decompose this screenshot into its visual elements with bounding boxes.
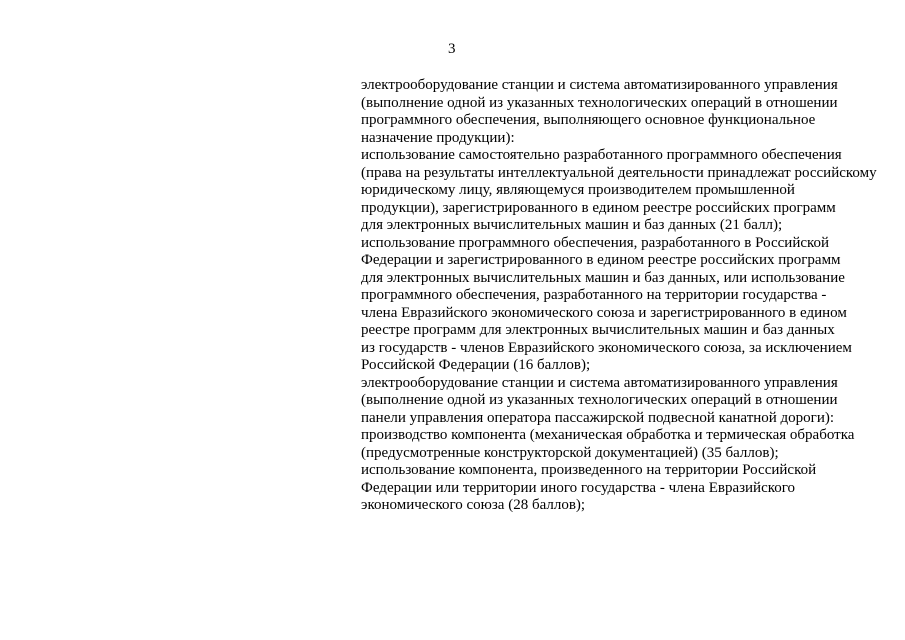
text-line: экономического союза (28 баллов);	[361, 497, 586, 513]
text-line: для электронных вычислительных машин и баз данных, или использование	[361, 269, 845, 286]
text-line: продукции), зарегистрированного в едином реестре российских программ	[361, 199, 836, 216]
text-line: электрооборудование станции и система автоматизированного управления	[361, 77, 838, 93]
page-number: 3	[448, 41, 456, 57]
text-line: (выполнение одной из указанных технологических операций в отношении	[361, 94, 838, 111]
text-line: использование компонента, произведенного на территории Российской	[361, 462, 817, 478]
text-line: Российской Федерации (16 баллов);	[361, 357, 591, 373]
text-line: из государств - членов Евразийского экономического союза, за исключением	[361, 339, 852, 356]
text-line: программного обеспечения, разработанного на территории государства -	[361, 287, 827, 303]
text-line: (выполнение одной из указанных технологических операций в отношении	[361, 392, 838, 408]
text-line: юридическому лицу, являющемуся производителем промышленной	[361, 182, 795, 198]
text-line: назначение продукции):	[361, 129, 515, 146]
text-line: использование программного обеспечения, разработанного в Российской	[361, 234, 830, 251]
text-line: Федерации или территории иного государства - члена Евразийского	[361, 479, 796, 496]
text-line: производство компонента (механическая обработка и термическая обработка	[361, 427, 855, 443]
text-line: использование самостоятельно разработанного программного обеспечения	[361, 147, 842, 163]
text-line: панели управления оператора пассажирской подвесной канатной дороги):	[361, 409, 835, 426]
text-line: члена Евразийского экономического союза и зарегистрированного в едином	[361, 304, 847, 321]
text-line: (предусмотренные конструкторской документацией) (35 баллов);	[361, 444, 779, 461]
text-line: для электронных вычислительных машин и баз данных (21 балл);	[361, 217, 783, 233]
text-line: электрооборудование станции и система автоматизированного управления	[361, 374, 838, 391]
document-body	[361, 77, 881, 515]
text-line: реестре программ для электронных вычислительных машин и баз данных	[361, 322, 835, 338]
text-line: Федерации и зарегистрированного в едином реестре российских программ	[361, 252, 841, 268]
text-line: программного обеспечения, выполняющего основное функциональное	[361, 112, 816, 128]
text-line: (права на результаты интеллектуальной деятельности принадлежат российскому	[361, 164, 877, 181]
